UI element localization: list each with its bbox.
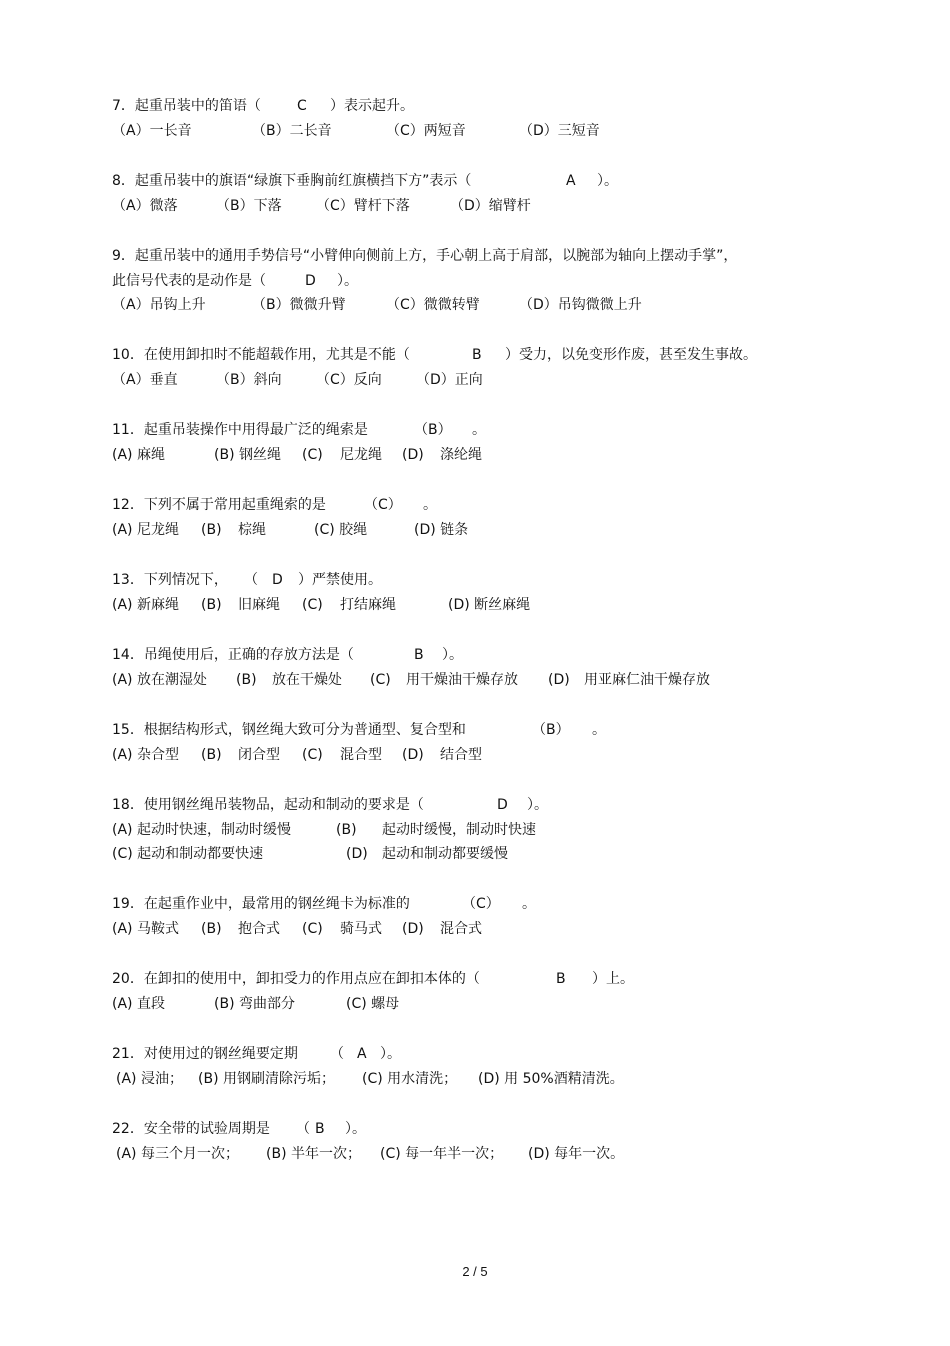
question-text: 8．起重吊装中的旗语“绿旗下垂胸前红旗横挡下方”表示（ <box>112 173 472 189</box>
question-text: 18．使用钢丝绳吊装物品，起动和制动的要求是（ <box>112 797 424 813</box>
question-text: B <box>315 1121 325 1137</box>
question-text: ）上。 <box>592 971 634 987</box>
question-text: C <box>297 98 307 114</box>
answer-options: (A) 尼龙绳 <box>112 521 179 538</box>
answer-options: (A) 每三个月一次； <box>116 1145 239 1162</box>
question-text: （B） <box>414 422 452 438</box>
answer-options: (D) 断丝麻绳 <box>448 596 531 613</box>
answer-options: （D）正向 <box>416 371 483 388</box>
question-text: D <box>272 572 283 588</box>
answer-options: （A）微落 <box>112 197 178 214</box>
answer-options: (B) <box>201 920 222 937</box>
answer-options: （B）二长音 <box>252 122 332 139</box>
question-text: B <box>414 647 424 663</box>
question-text: 19．在起重作业中，最常用的钢丝绳卡为标准的 <box>112 896 410 912</box>
question-text: （B） <box>532 722 570 738</box>
answer-options: （B）微微升臂 <box>252 297 346 313</box>
answer-options: 用干燥油干燥存放 <box>406 671 518 688</box>
answer-options: (C) 螺母 <box>346 995 400 1012</box>
question-text: （ <box>296 1121 310 1137</box>
answer-options: (C) 用水清洗； <box>362 1070 458 1087</box>
answer-options: （B）下落 <box>216 197 282 214</box>
answer-options: 结合型 <box>440 746 482 763</box>
answer-options: ）。 <box>337 272 358 289</box>
question-text: ）。 <box>345 1121 366 1137</box>
question-text: 。 <box>522 896 536 912</box>
question-text: 。 <box>423 497 437 513</box>
answer-options: （A）一长音 <box>112 122 192 139</box>
answer-options: (D) 用 50%酒精清洗。 <box>478 1070 624 1087</box>
question-text: 。 <box>472 422 486 438</box>
answer-options: (D) <box>346 846 368 862</box>
answer-options: (C) 每一年半一次； <box>380 1145 504 1162</box>
answer-options: （C）微微转臂 <box>386 297 480 313</box>
answer-options: 用亚麻仁油干燥存放 <box>584 671 710 688</box>
answer-options: （C）两短音 <box>386 122 466 139</box>
question-text: 12．下列不属于常用起重绳索的是 <box>112 497 326 513</box>
answer-options: （A）吊钩上升 <box>112 297 206 313</box>
answer-options: (B) 弯曲部分 <box>214 995 295 1012</box>
answer-options: 混合式 <box>440 920 482 937</box>
answer-options: 尼龙绳 <box>340 446 382 463</box>
question-text: （ <box>330 1046 344 1062</box>
answer-options: (D) <box>402 446 424 463</box>
answer-options: 此信号代表的是动作是（ <box>112 272 266 289</box>
answer-options: 放在干燥处 <box>272 671 342 688</box>
answer-options: (A) 直段 <box>112 995 165 1012</box>
question-text: ）。 <box>380 1046 401 1062</box>
answer-options: (A) 杂合型 <box>112 746 179 763</box>
answer-options: (C) <box>302 920 323 937</box>
question-text: 14．吊绳使用后，正确的存放方法是（ <box>112 647 354 663</box>
answer-options: （D）吊钩微微上升 <box>519 297 642 313</box>
answer-options: (D) <box>402 746 424 763</box>
answer-options: (D) <box>402 920 424 937</box>
answer-options: 抱合式 <box>238 920 280 937</box>
answer-options: (A) 放在潮湿处 <box>112 671 207 688</box>
answer-options: (B) <box>201 596 222 613</box>
answer-options: (C) <box>302 446 323 463</box>
question-text: B <box>472 347 482 363</box>
answer-options: (D) 链条 <box>414 521 469 538</box>
question-text: 22．安全带的试验周期是 <box>112 1121 270 1137</box>
question-text: ）。 <box>597 173 618 189</box>
question-text: A <box>357 1046 367 1062</box>
answer-options: D <box>305 272 316 289</box>
answer-options: 涤纶绳 <box>440 446 482 463</box>
question-text: ）。 <box>527 797 548 813</box>
page-number: 2 / 5 <box>462 1264 488 1279</box>
answer-options: （D）缩臂杆 <box>450 197 531 214</box>
answer-options: (A) 麻绳 <box>112 446 165 463</box>
answer-options: 旧麻绳 <box>238 596 280 613</box>
answer-options: (C) 起动和制动都要快速 <box>112 846 264 862</box>
question-text: ）受力，以免变形作废，甚至发生事故。 <box>505 347 757 363</box>
answer-options: (C) 胶绳 <box>314 521 368 538</box>
answer-options: (C) <box>370 671 391 688</box>
question-text: D <box>497 797 508 813</box>
question-text: 13．下列情况下， <box>112 572 228 588</box>
answer-options: (A) 浸油； <box>116 1070 183 1087</box>
question-text: 。 <box>592 722 606 738</box>
question-text: 10．在使用卸扣时不能超载作用，尤其是不能（ <box>112 347 410 363</box>
question-text: 7．起重吊装中的笛语（ <box>112 98 261 114</box>
answer-options: (B) <box>236 671 257 688</box>
question-text: ）表示起升。 <box>330 98 414 114</box>
answer-options: (B) <box>201 746 222 763</box>
question-text: 11．起重吊装操作中用得最广泛的绳索是 <box>112 422 368 438</box>
question-text: ）严禁使用。 <box>298 572 382 588</box>
answer-options: 混合型 <box>340 746 382 763</box>
answer-options: (D) <box>548 671 570 688</box>
answer-options: (A) 起动时快速，制动时缓慢 <box>112 821 291 838</box>
answer-options: 起动时缓慢，制动时快速 <box>382 821 536 838</box>
question-text: A <box>566 173 576 189</box>
answer-options: 起动和制动都要缓慢 <box>382 846 508 862</box>
question-text: （C） <box>462 896 500 912</box>
answer-options: （B）斜向 <box>216 371 282 388</box>
answer-options: （C）臂杆下落 <box>316 197 410 214</box>
answer-options: (B) 用钢刷清除污垢； <box>198 1070 335 1087</box>
answer-options: (D) 每年一次。 <box>528 1145 625 1162</box>
answer-options: （C）反向 <box>316 371 382 388</box>
answer-options: 打结麻绳 <box>340 596 396 613</box>
answer-options: (C) <box>302 596 323 613</box>
question-text: 21．对使用过的钢丝绳要定期 <box>112 1046 298 1062</box>
question-text: 9．起重吊装中的通用手势信号“小臂伸向侧前上方，手心朝上高于肩部，以腕部为轴向上摆动手掌”， <box>112 248 738 264</box>
answer-options: （D）三短音 <box>519 122 600 139</box>
question-text: （ <box>244 572 258 588</box>
answer-options: (A) 新麻绳 <box>112 596 179 613</box>
answer-options: (B) <box>201 521 222 538</box>
question-text: （C） <box>364 497 402 513</box>
answer-options: (B) 钢丝绳 <box>214 446 281 463</box>
question-text: 20．在卸扣的使用中，卸扣受力的作用点应在卸扣本体的（ <box>112 971 480 987</box>
question-text: 15．根据结构形式，钢丝绳大致可分为普通型、复合型和 <box>112 722 466 738</box>
answer-options: 闭合型 <box>238 746 280 763</box>
question-text: B <box>556 971 566 987</box>
answer-options: 骑马式 <box>340 920 382 937</box>
question-text: ）。 <box>442 647 463 663</box>
answer-options: (B) 半年一次； <box>266 1145 361 1162</box>
answer-options: （A）垂直 <box>112 371 178 388</box>
answer-options: (B) <box>336 821 357 838</box>
answer-options: (A) 马鞍式 <box>112 920 179 937</box>
answer-options: (C) <box>302 746 323 763</box>
answer-options: 棕绳 <box>238 521 266 538</box>
